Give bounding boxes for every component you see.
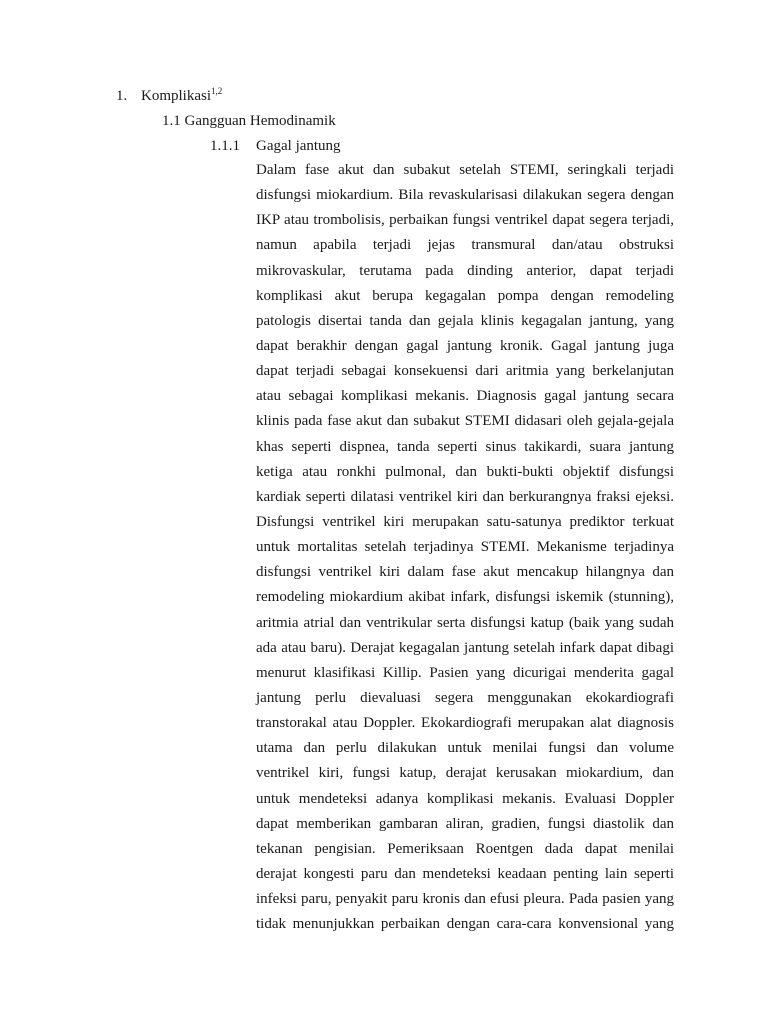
paragraph-line: remodeling miokardium akibat infark, disfungsi iskemik (stunning), xyxy=(256,589,674,606)
subsection-heading: 1.1 Gangguan Hemodinamik xyxy=(162,113,336,129)
paragraph-line: disfungsi miokardium. Bila revaskularisasi dilakukan segera dengan xyxy=(256,187,674,204)
paragraph-line: disfungsi ventrikel kiri dalam fase akut mencakup hilangnya dan xyxy=(256,564,674,581)
citation-superscript: 1,2 xyxy=(211,86,223,96)
paragraph-line: komplikasi akut berupa kegagalan pompa dengan remodeling xyxy=(256,287,674,304)
paragraph-line: tekanan pengisian. Pemeriksaan Roentgen dada dapat menilai xyxy=(256,840,674,857)
paragraph-line: jantung perlu dievaluasi segera menggunakan ekokardiografi xyxy=(256,689,674,706)
body-paragraph xyxy=(256,160,674,939)
paragraph-line: ada atau baru). Derajat kegagalan jantung setelah infark dapat dibagi xyxy=(256,639,674,656)
paragraph-line: infeksi paru, penyakit paru kronis dan efusi pleura. Pada pasien yang xyxy=(256,891,674,908)
paragraph-line: mikrovaskular, terutama pada dinding anterior, dapat terjadi xyxy=(256,262,674,279)
paragraph-line: klinis pada fase akut dan subakut STEMI didasari oleh gejala-gejala xyxy=(256,413,674,430)
paragraph-line: tidak menunjukkan perbaikan dengan cara-cara konvensional yang xyxy=(256,916,674,933)
subsubsection-title: Gagal jantung xyxy=(256,138,341,154)
section-title: Komplikasi xyxy=(141,88,211,104)
section-heading xyxy=(116,86,222,106)
paragraph-line: patologis disertai tanda dan gejala klinis kegagalan jantung, yang xyxy=(256,312,674,329)
paragraph-line: dapat berakhir dengan gagal jantung kronik. Gagal jantung juga xyxy=(256,337,674,354)
paragraph-line: utama dan perlu dilakukan untuk menilai fungsi dan volume xyxy=(256,740,674,757)
paragraph-line: kardiak seperti dilatasi ventrikel kiri dan berkurangnya fraksi ejeksi. xyxy=(256,488,674,505)
paragraph-line: Disfungsi ventrikel kiri merupakan satu-satunya prediktor terkuat xyxy=(256,513,674,530)
paragraph-line: IKP atau trombolisis, perbaikan fungsi ventrikel dapat segera terjadi, xyxy=(256,212,674,229)
paragraph-line: dapat memberikan gambaran aliran, gradien, fungsi diastolik dan xyxy=(256,815,674,832)
paragraph-line: untuk mendeteksi adanya komplikasi mekanis. Evaluasi Doppler xyxy=(256,790,674,807)
paragraph-line: atau sebagai komplikasi mekanis. Diagnosis gagal jantung secara xyxy=(256,388,674,405)
paragraph-line: ventrikel kiri, fungsi katup, derajat kerusakan miokardium, dan xyxy=(256,765,674,782)
paragraph-line: ketiga atau ronkhi pulmonal, dan bukti-bukti objektif disfungsi xyxy=(256,463,674,480)
paragraph-line: Dalam fase akut dan subakut setelah STEMI, seringkali terjadi xyxy=(256,162,674,178)
paragraph-line: derajat kongesti paru dan mendeteksi keadaan penting lain seperti xyxy=(256,865,674,882)
subsubsection-heading xyxy=(210,136,341,156)
paragraph-line: transtorakal atau Doppler. Ekokardiografi merupakan alat diagnosis xyxy=(256,715,674,732)
paragraph-line: aritmia atrial dan ventrikular serta disfungsi katup (baik yang sudah xyxy=(256,614,674,631)
paragraph-line: untuk mortalitas setelah terjadinya STEMI. Mekanisme terjadinya xyxy=(256,539,674,556)
paragraph-line: dapat terjadi sebagai konsekuensi dari aritmia yang berkelanjutan xyxy=(256,363,674,380)
section-number: 1. xyxy=(116,88,128,104)
paragraph-line: menurut klasifikasi Killip. Pasien yang dicurigai menderita gagal xyxy=(256,664,674,681)
paragraph-line: namun apabila terjadi jejas transmural dan/atau obstruksi xyxy=(256,237,674,254)
paragraph-line: khas seperti dispnea, tanda seperti sinus takikardi, suara jantung xyxy=(256,438,674,455)
subsubsection-number: 1.1.1 xyxy=(210,138,240,154)
